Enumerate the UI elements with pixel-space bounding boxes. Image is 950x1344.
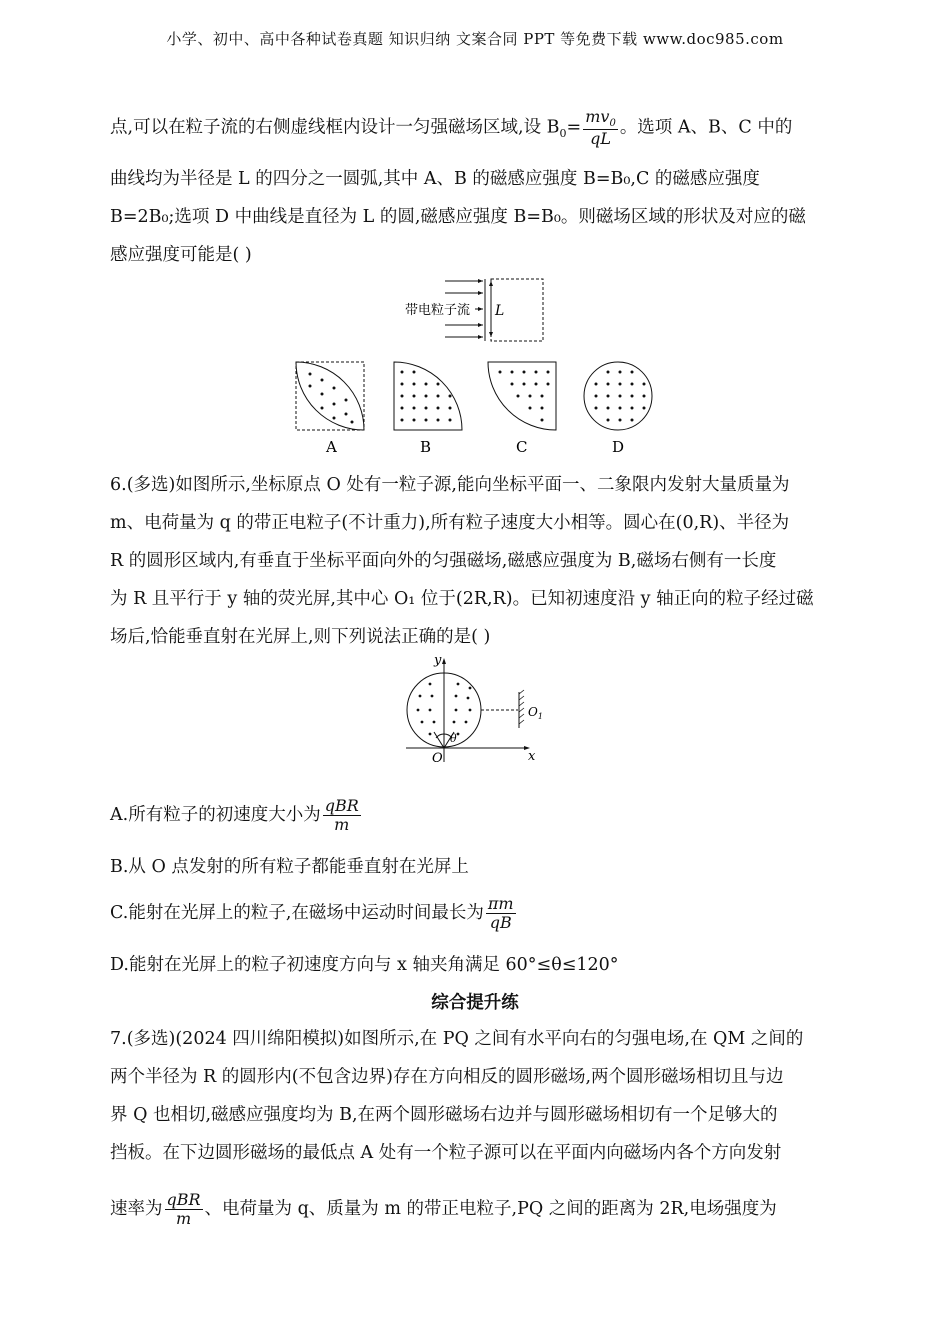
- q5-stream-figure: [395, 275, 555, 345]
- svg-text:θ: θ: [450, 732, 457, 745]
- q5-line1: 点,可以在粒子流的右侧虚线框内设计一匀强磁场区域,设 $B_0=$ $\frac{mv_0}{qL}$ 。选项 A、B、C 中的: [110, 107, 793, 149]
- option-b-shape: [394, 362, 462, 430]
- q7-line1: 7.(多选)(2024 四川绵阳模拟)如图所示,在 PQ 之间有水平向右的匀强电场,在 QM 之间的: [110, 1029, 804, 1049]
- section-title: 综合提升练: [431, 993, 519, 1013]
- option-c-shape: [488, 362, 556, 430]
- q6-option-a: A.所有粒子的初速度大小为 $\frac{\text{qBR}}{m}$: [110, 796, 359, 834]
- option-a-label: A: [326, 438, 337, 456]
- q6-figure: [400, 654, 560, 766]
- svg-text:O: O: [432, 751, 443, 766]
- q6-option-d: D.能射在光屏上的粒子初速度方向与 x 轴夹角满足 60°≤θ≤120°: [110, 955, 619, 975]
- option-d-label: D: [612, 438, 625, 456]
- q5-line2: 曲线均为半径是 L 的四分之一圆弧,其中 A、B 的磁感应强度 B=B₀,C 的磁感应强度: [110, 169, 760, 189]
- q6-line1: 6.(多选)如图所示,坐标原点 O 处有一粒子源,能向坐标平面一、二象限内发射大量质量为: [110, 475, 790, 495]
- q6-line2: m、电荷量为 q 的带正电粒子(不计重力),所有粒子速度大小相等。圆心在(0,R)、半径为: [110, 513, 790, 533]
- q5-line3: B=2B₀;选项 D 中曲线是直径为 L 的圆,磁感应强度 B=B₀。则磁场区域的形状及对应的磁: [110, 207, 806, 227]
- q5-fraction: $\frac{mv_0}{qL}$: [585, 107, 616, 149]
- option-a-shape: [296, 362, 364, 430]
- q6-option-c: C.能射在光屏上的粒子,在磁场中运动时间最长为 $\frac{\pi m}{qB}$: [110, 894, 514, 932]
- q6-line4: 为 R 且平行于 y 轴的荧光屏,其中心 O₁ 位于(2R,R)。已知初速度沿 y 轴正向的粒子经过磁: [110, 589, 814, 609]
- q5-line4: 感应强度可能是( ): [110, 245, 252, 265]
- svg-text:O1: $O_1$: [528, 705, 543, 721]
- option-b-label: B: [420, 438, 432, 456]
- q6-line3: R 的圆形区域内,有垂直于坐标平面向外的匀强磁场,磁感应强度为 B,磁场右侧有一长度: [110, 551, 777, 571]
- q7-line5: 速率为 $\frac{\text{qBR}}{m}$ 、电荷量为 q、质量为 m 的带正电粒子,PQ 之间的距离为 2R,电场强度为: [110, 1190, 777, 1228]
- q5-options-figure: [290, 358, 660, 458]
- option-d-shape: [584, 362, 652, 430]
- option-c-label: C: [516, 438, 528, 456]
- svg-text:x: x: [528, 749, 536, 764]
- q7-line4: 挡板。在下边圆形磁场的最低点 A 处有一个粒子源可以在平面内向磁场内各个方向发射: [110, 1143, 782, 1163]
- q7-line2: 两个半径为 R 的圆形内(不包含边界)存在方向相反的圆形磁场,两个圆形磁场相切且与边: [110, 1067, 784, 1087]
- svg-text:y: y: [434, 654, 442, 668]
- q6-line5: 场后,恰能垂直射在光屏上,则下列说法正确的是( ): [110, 627, 491, 647]
- svg-text:带电粒子流: 带电粒子流: [405, 303, 471, 318]
- page-header: 小学、初中、高中各种试卷真题 知识归纳 文案合同 PPT 等免费下载 www.doc985.com: [166, 30, 784, 48]
- q7-line3: 界 Q 也相切,磁感应强度均为 B,在两个圆形磁场右边并与圆形磁场相切有一个足够大的: [110, 1105, 778, 1125]
- svg-text:L: L: [495, 303, 505, 319]
- q6-option-b: B.从 O 点发射的所有粒子都能垂直射在光屏上: [110, 857, 469, 877]
